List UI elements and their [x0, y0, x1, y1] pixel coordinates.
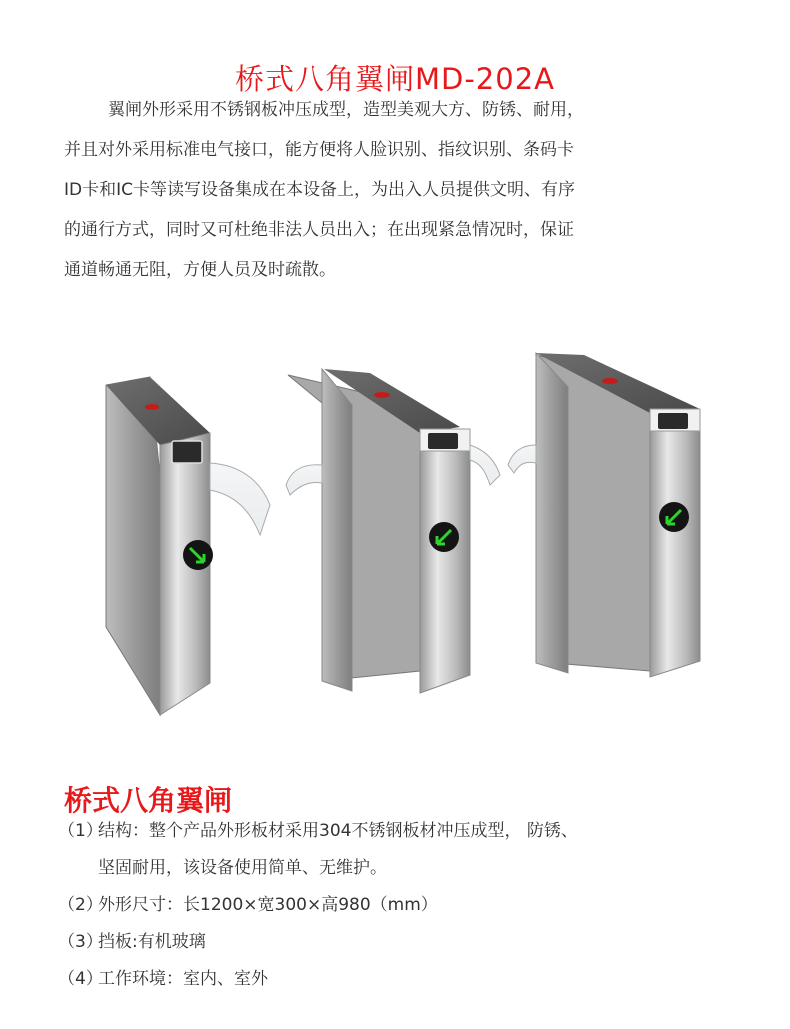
spec-number: （4）: [58, 969, 103, 989]
intro-paragraph: [64, 90, 734, 290]
spec-number: （2）: [58, 895, 103, 915]
spec-number: （3）: [58, 932, 103, 952]
spec-text: 外形尺寸：长1200×宽300×高980（mm）: [98, 895, 438, 915]
spec-text: 结构：整个产品外形板材采用304不锈钢板材冲压成型， 防锈、: [98, 821, 578, 841]
turnstile-unit-left: [106, 377, 270, 715]
spec-item: [58, 924, 748, 961]
section-title: 桥式八角翼闸: [64, 784, 233, 818]
turnstile-unit-right: [508, 353, 700, 677]
spec-text: 工作环境：室内、室外: [98, 969, 268, 989]
turnstile-product-image: [90, 345, 720, 725]
intro-line: 通道畅通无阻，方便人员及时疏散。: [64, 260, 336, 280]
turnstile-unit-middle: [286, 369, 500, 693]
page-title: 桥式八角翼闸MD-202A: [234, 62, 555, 97]
spec-list: [58, 813, 748, 998]
intro-line: 的通行方式，同时又可杜绝非法人员出入；在出现紧急情况时，保证: [64, 220, 574, 240]
spec-item: [58, 961, 748, 998]
spec-item: [58, 813, 748, 850]
intro-line: ID卡和IC卡等读写设备集成在本设备上，为出入人员提供文明、有序: [64, 180, 575, 200]
spec-item: [58, 887, 748, 924]
intro-line: 并且对外采用标准电气接口，能方便将人脸识别、指纹识别、条码卡: [64, 140, 574, 160]
spec-number: （1）: [58, 821, 103, 841]
spec-item-continuation: 坚固耐用，该设备使用简单、无维护。: [98, 858, 387, 878]
intro-line: 翼闸外形采用不锈钢板冲压成型，造型美观大方、防锈、耐用，: [108, 100, 584, 120]
spec-text: 挡板:有机玻璃: [98, 932, 206, 952]
